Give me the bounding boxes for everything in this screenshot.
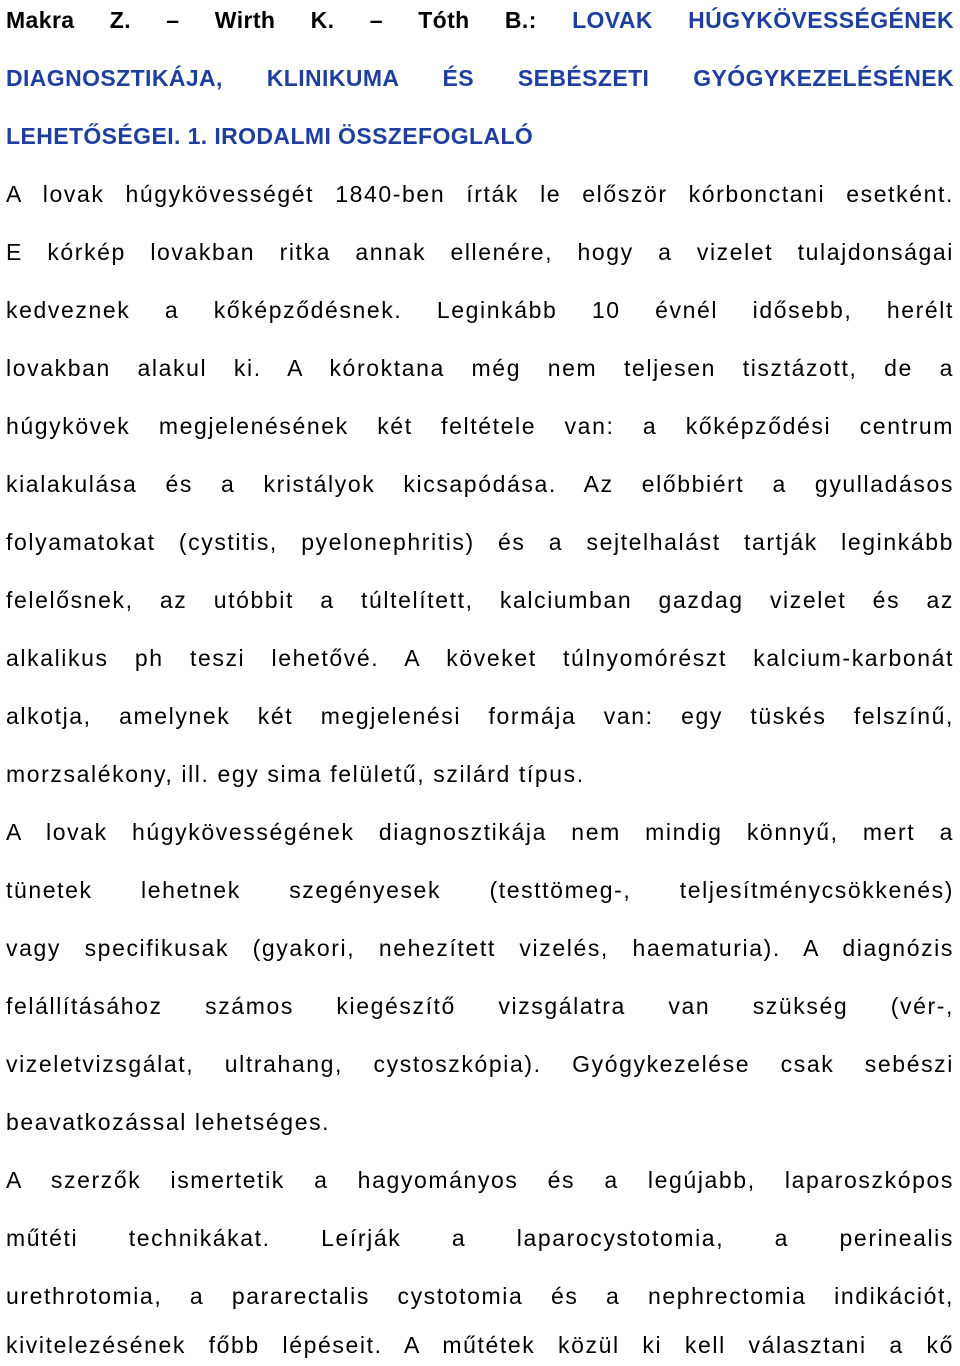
- authors: Makra Z. – Wirth K. – Tóth B.:: [6, 7, 537, 33]
- body-line: tünetek lehetnek szegényesek (testtömeg-, teljesítménycsökkenés): [6, 877, 954, 903]
- body-line: műtéti technikákat. Leírják a laparocystotomia, a perinealis: [6, 1225, 954, 1251]
- body-line: urethrotomia, a pararectalis cystotomia és a nephrectomia indikációt,: [6, 1283, 954, 1309]
- body-line: vagy specifikusak (gyakori, nehezített vizelés, haematuria). A diagnózis: [6, 935, 954, 961]
- body-line: kivitelezésének főbb lépéseit. A műtétek közül ki kell választani a kő: [6, 1332, 954, 1358]
- title-line-2: DIAGNOSZTIKÁJA, KLINIKUMA ÉS SEBÉSZETI GYÓGYKEZELÉSÉNEK: [6, 65, 954, 91]
- title-line-1: [6, 0, 954, 40]
- body-line: vizeletvizsgálat, ultrahang, cystoszkópia). Gyógykezelése csak sebészi: [6, 1051, 954, 1077]
- body-line: A lovak húgykövességét 1840-ben írták le először kórbonctani esetként.: [6, 181, 954, 207]
- body-line: kialakulása és a kristályok kicsapódása. Az előbbiért a gyulladásos: [6, 471, 954, 497]
- body-line: kedveznek a kőképződésnek. Leginkább 10 évnél idősebb, herélt: [6, 297, 954, 323]
- body-line: húgykövek megjelenésének két feltétele van: a kőképződési centrum: [6, 413, 954, 439]
- title-line-3: LEHETŐSÉGEI. 1. IRODALMI ÖSSZEFOGLALÓ: [6, 123, 534, 149]
- body-line: beavatkozással lehetséges.: [6, 1109, 331, 1135]
- title-part-1: LOVAK HÚGYKÖVESSÉGÉNEK: [572, 7, 954, 33]
- body-line: lovakban alakul ki. A kóroktana még nem teljesen tisztázott, de a: [6, 355, 954, 381]
- body-line: A szerzők ismertetik a hagyományos és a legújabb, laparoszkópos: [6, 1167, 954, 1193]
- body-line: morzsalékony, ill. egy sima felületű, szilárd típus.: [6, 761, 585, 787]
- body-line: felállításához számos kiegészítő vizsgálatra van szükség (vér-,: [6, 993, 954, 1019]
- body-line: felelősnek, az utóbbit a túltelített, kalciumban gazdag vizelet és az: [6, 587, 954, 613]
- body-line: alkalikus ph teszi lehetővé. A köveket túlnyomórészt kalcium-karbonát: [6, 645, 954, 671]
- body-line: E kórkép lovakban ritka annak ellenére, hogy a vizelet tulajdonságai: [6, 239, 954, 265]
- body-line: alkotja, amelynek két megjelenési formája van: egy tüskés felszínű,: [6, 703, 954, 729]
- body-line: folyamatokat (cystitis, pyelonephritis) és a sejtelhalást tartják leginkább: [6, 529, 954, 555]
- body-line: A lovak húgykövességének diagnosztikája nem mindig könnyű, mert a: [6, 819, 954, 845]
